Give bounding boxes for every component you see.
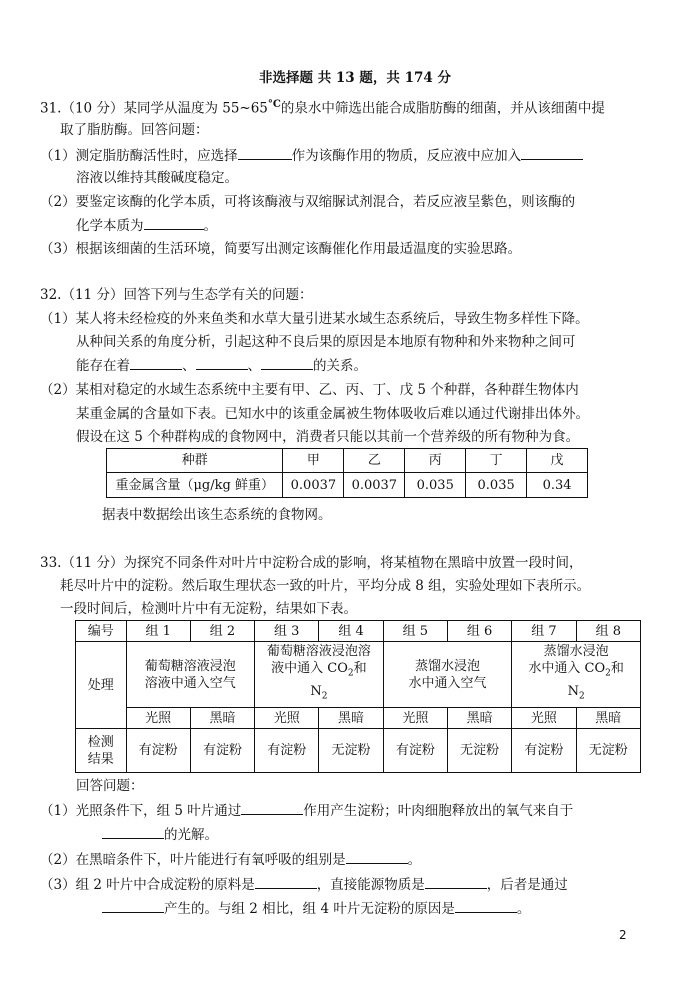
- heavy-metal-table: [106, 448, 588, 498]
- answer-blank[interactable]: [521, 145, 583, 160]
- q33-part3: （3）组 2 叶片中合成淀粉的原料是 ，直接能源物质是 ，后者是通过: [40, 874, 568, 895]
- table-header: 种群: [107, 449, 283, 473]
- group-header: 组 8: [576, 621, 640, 642]
- group-header: 组 1: [126, 621, 190, 642]
- q31-part2: （2）要鉴定该酶的化学本质，可将该酶液与双缩脲试剂混合，若反应液呈紫色，则该酶的: [40, 194, 576, 210]
- result-cell: 有淀粉: [126, 729, 190, 773]
- table-cell: 0.0037: [283, 473, 344, 498]
- light-cell: 黑暗: [576, 708, 640, 729]
- q31-part2-cont: 化学本质为 。: [76, 215, 217, 236]
- answer-blank[interactable]: [130, 355, 182, 370]
- degree-unit: °C: [267, 99, 281, 110]
- q32-part1: （1）某人将未经检疫的外来鱼类和水草大量引进某水域生态系统后，导致生物多样性下降。: [40, 311, 589, 327]
- table-header: 戊: [527, 449, 588, 473]
- table-header: 丙: [405, 449, 466, 473]
- answer-blank[interactable]: [196, 355, 248, 370]
- answer-blank[interactable]: [425, 874, 487, 889]
- q32-part2: （2）某相对稳定的水域生态系统中主要有甲、乙、丙、丁、戊 5 个种群，各种群生物体内: [40, 382, 579, 398]
- col-label: 编号: [76, 621, 127, 642]
- treatment-cell: 葡萄糖溶液浸泡溶 液中通入 $CO_2$和 $N_2$: [255, 642, 384, 708]
- q31-stem: 31.（10 分）某同学从温度为 $55\sim 65^{^\circ C}$的泉水中筛选出能合成脂肪酶的细菌，并从该细菌中提: [40, 99, 605, 117]
- page-number: 2: [619, 928, 627, 942]
- table-cell: 0.34: [527, 473, 588, 498]
- q32-part1-cont: 从种间关系的角度分析，引起这种不良后果的原因是本地原有物种和外来物种之间可: [76, 334, 576, 350]
- q33-part2: （2）在黑暗条件下，叶片能进行有氧呼吸的组别是 。: [40, 849, 421, 870]
- light-cell: 黑暗: [319, 708, 383, 729]
- result-cell: 无淀粉: [319, 729, 383, 773]
- light-cell: 光照: [512, 708, 576, 729]
- q33-stem: 33.（11 分）为探究不同条件对叶片中淀粉合成的影响，将某植物在黑暗中放置一段时间，: [40, 555, 583, 571]
- q32-part2-task: 据表中数据绘出该生态系统的食物网。: [102, 507, 332, 523]
- group-header: 组 5: [383, 621, 447, 642]
- q33-answer-prompt: 回答问题：: [76, 778, 144, 794]
- q33-part3-cont: 产生的。与组 2 相比，组 4 叶片无淀粉的原因是 。: [102, 898, 530, 919]
- result-cell: 有淀粉: [255, 729, 319, 773]
- answer-blank[interactable]: [102, 898, 164, 913]
- result-cell: 无淀粉: [576, 729, 640, 773]
- q33-part1: （1）光照条件下，组 5 叶片通过 作用产生淀粉；叶肉细胞释放出的氧气来自于: [40, 800, 573, 821]
- answer-blank[interactable]: [238, 145, 292, 160]
- result-cell: 有淀粉: [383, 729, 447, 773]
- group-header: 组 3: [255, 621, 319, 642]
- answer-blank[interactable]: [455, 898, 517, 913]
- table-header: 乙: [344, 449, 405, 473]
- treat-label: 处理: [76, 642, 127, 729]
- table-cell: 0.035: [405, 473, 466, 498]
- section-title: 非选择题 共 13 题，共 174 分: [259, 70, 451, 86]
- table-header: 丁: [466, 449, 527, 473]
- starch-experiment-table: [75, 620, 641, 773]
- q32-part2-cont: 某重金属的含量如下表。已知水中的该重金属被生物体吸收后难以通过代谢排出体外。: [76, 406, 589, 422]
- light-cell: 黑暗: [190, 708, 254, 729]
- light-cell: 光照: [383, 708, 447, 729]
- result-label: 检测 结果: [76, 729, 127, 773]
- group-header: 组 4: [319, 621, 383, 642]
- result-cell: 有淀粉: [512, 729, 576, 773]
- q33-stem-cont: 耗尽叶片中的淀粉。然后取生理状态一致的叶片，平均分成 8 组，实验处理如下表所示。: [60, 578, 591, 594]
- answer-blank[interactable]: [144, 215, 204, 230]
- answer-blank[interactable]: [241, 800, 303, 815]
- q31-part3: （3）根据该细菌的生活环境，简要写出测定该酶催化作用最适温度的实验思路。: [40, 241, 522, 257]
- q32-stem: 32.（11 分）回答下列与生态学有关的问题：: [40, 287, 313, 303]
- treatment-cell: 葡萄糖溶液浸泡 溶液中通入空气: [126, 642, 255, 708]
- result-cell: 有淀粉: [190, 729, 254, 773]
- q33-stem-cont2: 一段时间后，检测叶片中有无淀粉，结果如下表。: [60, 601, 357, 617]
- light-cell: 黑暗: [447, 708, 511, 729]
- answer-blank[interactable]: [346, 849, 408, 864]
- row-label: 重金属含量（μg/kg 鲜重）: [107, 473, 283, 498]
- answer-blank[interactable]: [102, 824, 164, 839]
- q33-part1-cont: 的光解。: [102, 824, 218, 845]
- group-header: 组 7: [512, 621, 576, 642]
- light-cell: 光照: [255, 708, 319, 729]
- table-cell: 0.0037: [344, 473, 405, 498]
- q32-part1-cont2: 能存在着 、 、 的关系。: [76, 355, 367, 376]
- q31-stem-cont: 取了脂肪酶。回答问题：: [60, 122, 209, 138]
- q31-part1: （1）测定脂肪酶活性时，应选择 作为该酶作用的物质，反应液中应加入: [40, 145, 583, 166]
- table-cell: 0.035: [466, 473, 527, 498]
- table-header: 甲: [283, 449, 344, 473]
- light-cell: 光照: [126, 708, 190, 729]
- group-header: 组 6: [447, 621, 511, 642]
- group-header: 组 2: [190, 621, 254, 642]
- answer-blank[interactable]: [261, 355, 313, 370]
- treatment-cell: 蒸馏水浸泡 水中通入空气: [383, 642, 512, 708]
- answer-blank[interactable]: [255, 874, 317, 889]
- q31-part1-cont: 溶液以维持其酸碱度稳定。: [76, 170, 238, 186]
- q32-part2-cont2: 假设在这 5 个种群构成的食物网中，消费者只能以其前一个营养级的所有物种为食。: [76, 429, 580, 445]
- result-cell: 无淀粉: [447, 729, 511, 773]
- treatment-cell: 蒸馏水浸泡 水中通入 $CO_2$和 $N_2$: [512, 642, 641, 708]
